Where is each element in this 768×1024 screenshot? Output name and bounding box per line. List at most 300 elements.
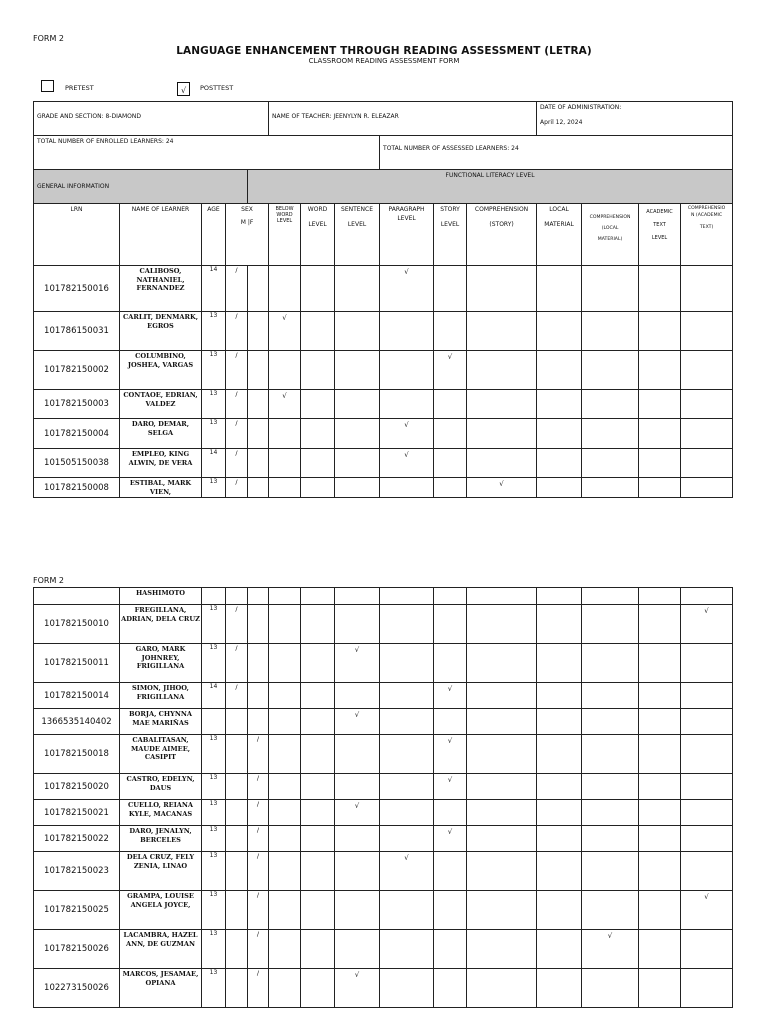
learner-lrn: 101786150031 <box>34 312 120 351</box>
col-sentence-level: LEVEL <box>347 220 367 228</box>
col-comp-local-sub1: (LOCAL <box>601 226 619 232</box>
level-cell-academic <box>639 891 681 930</box>
level-cell-below-word <box>269 709 301 735</box>
level-cell-local <box>537 683 582 709</box>
level-cell-comp-acad <box>681 644 733 683</box>
level-cell-sentence <box>335 930 380 969</box>
enrolled-cell <box>34 136 380 170</box>
form-subtitle: CLASSROOM READING ASSESSMENT FORM <box>308 57 460 65</box>
learner-name: GARO, MARK JOHNREY, FRIGILLANA <box>120 644 202 683</box>
check-mark-sentence: √ <box>335 644 380 683</box>
level-cell-below-word <box>269 735 301 774</box>
sex-male-cell: / <box>226 605 248 644</box>
learner-lrn: 101782150014 <box>34 683 120 709</box>
level-cell-academic <box>639 969 681 1008</box>
level-cell-below-word <box>269 852 301 891</box>
sex-female-cell: / <box>248 774 269 800</box>
learner-age: 13 <box>202 852 226 891</box>
sex-female-cell <box>248 449 269 478</box>
level-cell-paragraph <box>380 644 434 683</box>
learner-row <box>34 449 733 478</box>
level-cell-below-word <box>269 644 301 683</box>
learner-age: 13 <box>202 605 226 644</box>
level-cell-comp-local <box>582 605 639 644</box>
level-cell-paragraph <box>380 390 434 419</box>
sex-male-cell: / <box>226 312 248 351</box>
col-word-label: WORD <box>307 206 328 213</box>
sex-female-cell: / <box>248 930 269 969</box>
learner-name: CALIBOSO, NATHANIEL, FERNANDEZ <box>120 266 202 312</box>
level-cell-paragraph <box>380 683 434 709</box>
level-cell-story <box>434 605 467 644</box>
level-cell-word <box>301 735 335 774</box>
level-cell-comp-story <box>467 735 537 774</box>
level-cell-word <box>301 478 335 498</box>
learner-row <box>34 735 733 774</box>
col-story-level: LEVEL <box>440 220 460 228</box>
learner-row <box>34 800 733 826</box>
sex-male-cell <box>226 930 248 969</box>
check-mark-story: √ <box>434 826 467 852</box>
level-cell-comp-story <box>467 683 537 709</box>
level-cell-paragraph <box>380 930 434 969</box>
level-cell-comp-acad <box>681 800 733 826</box>
learner-name: CARLIT, DENMARK, EGROS <box>120 312 202 351</box>
learner-age: 13 <box>202 774 226 800</box>
level-cell-comp-story <box>467 266 537 312</box>
learner-row <box>34 266 733 312</box>
level-cell-comp-local <box>582 644 639 683</box>
learner-row <box>34 891 733 930</box>
col-comp-local-sub2: MATERIAL) <box>597 237 623 243</box>
col-comp-local-label: COMPREHENSION <box>589 215 631 220</box>
level-cell-comp-local <box>582 969 639 1008</box>
learner-age: 13 <box>202 390 226 419</box>
level-cell-local <box>537 419 582 449</box>
sex-female-cell: / <box>248 826 269 852</box>
level-cell-local <box>537 312 582 351</box>
learner-name: COLUMBINO, JOSHEA, VARGAS <box>120 351 202 390</box>
level-cell-local <box>537 644 582 683</box>
sex-male-cell: / <box>226 683 248 709</box>
learner-row <box>34 390 733 419</box>
col-comp-story-label: COMPREHENSION <box>474 206 529 213</box>
level-cell-word <box>301 709 335 735</box>
level-cell-paragraph <box>380 969 434 1008</box>
level-cell-word <box>301 419 335 449</box>
continued-name: HASHIMOTO <box>120 588 202 605</box>
grade-section: GRADE AND SECTION: 8-DIAMOND <box>37 113 141 120</box>
check-mark-below-word: √ <box>269 312 301 351</box>
col-comp-acad-label: COMPREHENSIO <box>687 206 726 211</box>
date-label: DATE OF ADMINISTRATION: <box>540 104 622 111</box>
level-cell-comp-acad <box>681 852 733 891</box>
level-cell-comp-story <box>467 709 537 735</box>
learner-lrn: 101505150038 <box>34 449 120 478</box>
col-comp-story <box>467 204 537 266</box>
check-mark-comp-local: √ <box>582 930 639 969</box>
level-cell-below-word <box>269 930 301 969</box>
level-cell-word <box>301 644 335 683</box>
check-mark-story: √ <box>434 774 467 800</box>
sex-male-cell: / <box>226 419 248 449</box>
level-cell-comp-story <box>467 605 537 644</box>
sex-female-cell: / <box>248 891 269 930</box>
col-academic-sub2: LEVEL <box>651 235 668 241</box>
col-academic-sub1: TEXT <box>653 222 666 228</box>
col-sentence-label: SENTENCE <box>341 206 374 213</box>
level-cell-comp-local <box>582 449 639 478</box>
sex-female-cell <box>248 605 269 644</box>
check-mark-story: √ <box>434 683 467 709</box>
level-cell-comp-local <box>582 683 639 709</box>
col-story <box>434 204 467 266</box>
level-cell-below-word <box>269 774 301 800</box>
learner-age <box>202 709 226 735</box>
sex-female-cell <box>248 644 269 683</box>
level-cell-sentence <box>335 266 380 312</box>
learner-age: 13 <box>202 826 226 852</box>
learner-age: 13 <box>202 644 226 683</box>
learner-lrn: 101782150016 <box>34 266 120 312</box>
level-cell-comp-acad <box>681 774 733 800</box>
level-cell-sentence <box>335 605 380 644</box>
level-cell-story <box>434 266 467 312</box>
level-cell-below-word <box>269 826 301 852</box>
level-cell-academic <box>639 735 681 774</box>
check-mark-story: √ <box>434 351 467 390</box>
level-cell-local <box>537 891 582 930</box>
level-cell-word <box>301 390 335 419</box>
level-cell-story <box>434 891 467 930</box>
level-cell-comp-story <box>467 449 537 478</box>
col-comp-local <box>582 204 639 266</box>
level-cell-story <box>434 312 467 351</box>
level-cell-story <box>434 930 467 969</box>
posttest-check-mark: √ <box>180 86 187 95</box>
col-below-word-label: BELOW WORD LEVEL <box>275 206 294 224</box>
level-cell-sentence <box>335 449 380 478</box>
continued-row <box>34 588 733 605</box>
sex-female-cell: / <box>248 800 269 826</box>
sex-male-cell <box>226 969 248 1008</box>
sex-male-cell <box>226 852 248 891</box>
level-cell-below-word <box>269 266 301 312</box>
level-cell-sentence <box>335 735 380 774</box>
level-cell-comp-local <box>582 774 639 800</box>
level-cell-local <box>537 266 582 312</box>
learner-age: 14 <box>202 266 226 312</box>
sex-female-cell: / <box>248 969 269 1008</box>
learner-age: 13 <box>202 478 226 498</box>
level-cell-comp-story <box>467 930 537 969</box>
col-comp-acad-sub1: N (ACADEMIC <box>691 212 723 218</box>
level-cell-story <box>434 478 467 498</box>
learner-lrn: 101782150010 <box>34 605 120 644</box>
learner-name: GRAMPA, LOUISE ANGELA JOYCE, <box>120 891 202 930</box>
learner-rows-page2 <box>34 605 733 1008</box>
col-word-level: LEVEL <box>308 220 327 228</box>
level-cell-sentence <box>335 852 380 891</box>
level-cell-comp-story <box>467 826 537 852</box>
learner-name: DELA CRUZ, FELY ZENIA, LINAO <box>120 852 202 891</box>
sex-male-cell: / <box>226 390 248 419</box>
sex-male-cell <box>226 891 248 930</box>
learner-name: LACAMBRA, HAZEL ANN, DE GUZMAN <box>120 930 202 969</box>
learner-lrn: 101782150011 <box>34 644 120 683</box>
level-cell-local <box>537 852 582 891</box>
level-cell-sentence <box>335 826 380 852</box>
learner-row <box>34 852 733 891</box>
level-cell-academic <box>639 930 681 969</box>
grade-section-cell <box>34 102 269 136</box>
learner-lrn: 101782150021 <box>34 800 120 826</box>
level-cell-comp-local <box>582 800 639 826</box>
learner-name: CABALITASAN, MAUDE AIMEE, CASIPIT <box>120 735 202 774</box>
col-sex <box>226 204 269 266</box>
pretest-label: PRETEST <box>65 84 94 92</box>
col-local <box>537 204 582 266</box>
level-cell-word <box>301 449 335 478</box>
level-cell-sentence <box>335 774 380 800</box>
level-cell-local <box>537 930 582 969</box>
col-comp-story-sub: (STORY) <box>489 220 514 228</box>
check-mark-paragraph: √ <box>380 419 434 449</box>
level-cell-word <box>301 891 335 930</box>
learner-age: 14 <box>202 449 226 478</box>
level-cell-academic <box>639 644 681 683</box>
col-name <box>120 204 202 266</box>
level-cell-paragraph <box>380 826 434 852</box>
sex-male-cell: / <box>226 644 248 683</box>
learner-row <box>34 969 733 1008</box>
col-sex-label: SEX <box>241 206 253 213</box>
level-cell-below-word <box>269 449 301 478</box>
level-cell-comp-acad <box>681 266 733 312</box>
learner-age: 13 <box>202 312 226 351</box>
level-cell-sentence <box>335 390 380 419</box>
level-cell-comp-acad <box>681 312 733 351</box>
sex-female-cell <box>248 419 269 449</box>
learner-lrn: 101782150020 <box>34 774 120 800</box>
form-label: FORM 2 <box>33 34 64 43</box>
level-cell-paragraph <box>380 735 434 774</box>
learner-name: CONTAOE, EDRIAN, VALDEZ <box>120 390 202 419</box>
assessed-cell <box>380 136 733 170</box>
enrolled-count: TOTAL NUMBER OF ENROLLED LEARNERS: 24 <box>37 138 174 145</box>
level-cell-story <box>434 800 467 826</box>
level-cell-below-word <box>269 683 301 709</box>
level-cell-comp-acad <box>681 930 733 969</box>
level-cell-local <box>537 351 582 390</box>
sex-male-cell <box>226 735 248 774</box>
level-cell-comp-story <box>467 969 537 1008</box>
level-cell-word <box>301 312 335 351</box>
level-cell-local <box>537 449 582 478</box>
col-name-label: NAME OF LEARNER <box>131 206 190 213</box>
level-cell-academic <box>639 683 681 709</box>
level-cell-paragraph <box>380 774 434 800</box>
assessment-table-page1 <box>33 101 733 498</box>
level-cell-comp-story <box>467 644 537 683</box>
learner-lrn: 1366535140402 <box>34 709 120 735</box>
sex-female-cell <box>248 351 269 390</box>
form-title: LANGUAGE ENHANCEMENT THROUGH READING ASSESSMENT (LETRA) <box>176 45 592 57</box>
level-cell-comp-acad <box>681 390 733 419</box>
learner-lrn: 102273150026 <box>34 969 120 1008</box>
learner-name: ESTIBAL, MARK VIEN, <box>120 478 202 498</box>
learner-age: 13 <box>202 735 226 774</box>
level-cell-story <box>434 419 467 449</box>
level-cell-comp-story <box>467 390 537 419</box>
learner-row <box>34 605 733 644</box>
level-cell-comp-acad <box>681 449 733 478</box>
col-lrn <box>34 204 120 266</box>
level-cell-paragraph <box>380 351 434 390</box>
form-label-page2: FORM 2 <box>33 576 64 585</box>
functional-literacy-header <box>248 170 733 204</box>
teacher-cell <box>269 102 537 136</box>
learner-lrn: 101782150025 <box>34 891 120 930</box>
level-cell-comp-local <box>582 891 639 930</box>
sex-female-cell <box>248 709 269 735</box>
learner-row <box>34 351 733 390</box>
learner-row <box>34 478 733 498</box>
level-cell-comp-acad <box>681 351 733 390</box>
col-age <box>202 204 226 266</box>
level-cell-comp-story <box>467 774 537 800</box>
level-cell-story <box>434 852 467 891</box>
level-cell-story <box>434 709 467 735</box>
sex-female-cell: / <box>248 852 269 891</box>
level-cell-paragraph <box>380 478 434 498</box>
level-cell-below-word <box>269 351 301 390</box>
check-mark-sentence: √ <box>335 800 380 826</box>
level-cell-comp-story <box>467 351 537 390</box>
check-mark-comp-acad: √ <box>681 891 733 930</box>
learner-age: 13 <box>202 891 226 930</box>
level-cell-comp-local <box>582 351 639 390</box>
level-cell-comp-acad <box>681 969 733 1008</box>
assessment-table-page2 <box>33 587 733 1008</box>
posttest-label: POSTTEST <box>200 84 234 92</box>
level-cell-story <box>434 969 467 1008</box>
level-cell-academic <box>639 419 681 449</box>
level-cell-comp-story <box>467 312 537 351</box>
level-cell-comp-local <box>582 390 639 419</box>
level-cell-comp-acad <box>681 735 733 774</box>
level-cell-word <box>301 266 335 312</box>
posttest-checkbox[interactable] <box>177 82 190 96</box>
learner-age: 13 <box>202 969 226 1008</box>
level-cell-story <box>434 390 467 419</box>
level-cell-academic <box>639 478 681 498</box>
learner-row <box>34 930 733 969</box>
level-cell-word <box>301 969 335 1008</box>
level-cell-below-word <box>269 891 301 930</box>
sex-male-cell <box>226 774 248 800</box>
col-sex-sub: M |F <box>240 218 254 226</box>
general-info-header <box>34 170 248 204</box>
learner-name: MARCOS, JESAMAE, OPIANA <box>120 969 202 1008</box>
level-cell-comp-acad <box>681 709 733 735</box>
sex-female-cell <box>248 683 269 709</box>
level-cell-paragraph <box>380 605 434 644</box>
check-mark-sentence: √ <box>335 969 380 1008</box>
level-cell-word <box>301 800 335 826</box>
learner-row <box>34 312 733 351</box>
col-paragraph-label: PARAGRAPH LEVEL <box>388 206 425 222</box>
check-mark-sentence: √ <box>335 709 380 735</box>
sex-male-cell: / <box>226 478 248 498</box>
sex-male-cell <box>226 709 248 735</box>
level-cell-word <box>301 605 335 644</box>
check-mark-story: √ <box>434 735 467 774</box>
learner-age: 13 <box>202 351 226 390</box>
level-cell-sentence <box>335 891 380 930</box>
learner-rows-page1 <box>34 266 733 498</box>
level-cell-comp-acad <box>681 419 733 449</box>
learner-row <box>34 826 733 852</box>
sex-male-cell: / <box>226 449 248 478</box>
col-sentence <box>335 204 380 266</box>
level-cell-paragraph <box>380 800 434 826</box>
learner-lrn: 101782150002 <box>34 351 120 390</box>
level-cell-word <box>301 683 335 709</box>
level-cell-comp-local <box>582 266 639 312</box>
col-lrn-label: LRN <box>70 206 83 213</box>
level-cell-below-word <box>269 419 301 449</box>
sex-female-cell <box>248 266 269 312</box>
level-cell-below-word <box>269 605 301 644</box>
col-age-label: AGE <box>207 206 220 213</box>
level-cell-comp-local <box>582 735 639 774</box>
level-cell-comp-local <box>582 478 639 498</box>
col-local-sub: MATERIAL <box>544 220 574 228</box>
learner-row <box>34 774 733 800</box>
level-cell-local <box>537 478 582 498</box>
level-cell-academic <box>639 390 681 419</box>
sex-female-cell <box>248 478 269 498</box>
learner-lrn: 101782150008 <box>34 478 120 498</box>
date-value: April 12, 2024 <box>540 119 583 126</box>
level-cell-comp-story <box>467 852 537 891</box>
learner-row <box>34 644 733 683</box>
learner-lrn: 101782150004 <box>34 419 120 449</box>
check-mark-comp-story: √ <box>467 478 537 498</box>
learner-name: DARO, JENALYN, BERCELES <box>120 826 202 852</box>
level-cell-academic <box>639 266 681 312</box>
level-cell-sentence <box>335 478 380 498</box>
pretest-checkbox[interactable] <box>41 80 54 92</box>
learner-lrn: 101782150022 <box>34 826 120 852</box>
level-cell-sentence <box>335 351 380 390</box>
learner-name: FREGILLANA, ADRIAN, DELA CRUZ <box>120 605 202 644</box>
level-cell-comp-local <box>582 419 639 449</box>
sex-male-cell: / <box>226 266 248 312</box>
learner-name: CUELLO, REIANA KYLE, MACANAS <box>120 800 202 826</box>
level-cell-academic <box>639 852 681 891</box>
level-cell-comp-story <box>467 419 537 449</box>
level-cell-academic <box>639 351 681 390</box>
level-cell-local <box>537 390 582 419</box>
sex-male-cell <box>226 826 248 852</box>
learner-row <box>34 419 733 449</box>
level-cell-below-word <box>269 478 301 498</box>
col-comp-acad-sub2: TEXT) <box>699 224 714 230</box>
level-cell-comp-acad <box>681 478 733 498</box>
assessed-count: TOTAL NUMBER OF ASSESSED LEARNERS: 24 <box>383 145 519 152</box>
